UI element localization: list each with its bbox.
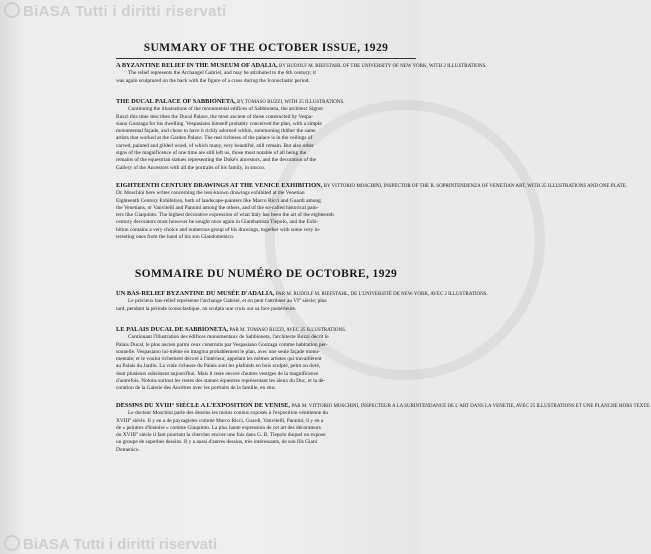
en-a2-line: Continuing the illustrations of the monumental edifices of Sabbioneta, the architect Signor xyxy=(128,106,324,113)
en-a1-line: was again sculptured on the back with the figure of a cross during the Iconoclastic period. xyxy=(116,77,310,84)
en-heading: SUMMARY OF THE OCTOBER ISSUE, 1929 xyxy=(143,42,389,54)
fr-a3-byline: PAR M. VITTORIO MOSCHINI, INSPECTEUR A LA SURINTENDANCE DE L'ART DANS LA VENETIE, AVEC 25 ILLUSTRATIONS ET UNE PLANCHE HORS TEXTE. xyxy=(291,404,651,409)
fr-a2-byline: PAR M. TOMASO BUZZI, AVEC 25 ILLUSTRATIONS. xyxy=(229,328,347,333)
watermark-text: BiASA Tutti i diritti riservati xyxy=(23,536,218,553)
fr-a1-line: tard, pendant la période iconoclastique, on sculpta une croix sur sa face postérieure. xyxy=(116,305,297,312)
fr-a3-title: DESSINS DU XVIII° SIÈCLE A L'EXPOSITION DE VENISE, xyxy=(116,402,290,409)
en-a2-line: Gallery of the Ancestors with all the portraits of his family, in stucco. xyxy=(116,164,266,171)
fr-article-3 xyxy=(116,402,651,454)
watermark-bottom xyxy=(4,535,217,553)
en-a2-line: signs of the magnificence of one time are still left us, those most notable of all being the xyxy=(116,150,307,157)
fr-a3-line: Le docteur Moschini parle des dessins les moins connus exposés à l'exposition vénitienne du xyxy=(128,410,328,417)
en-a1-title: A BYZANTINE RELIEF IN THE MUSEUM OF ADALIA, xyxy=(116,62,278,69)
copyright-icon xyxy=(4,535,20,551)
fr-a2-line: au Palais du Jardin. La vraie richesse du Palais sont les plafonds en bois sculpté, peint ou doré, xyxy=(116,363,321,370)
fr-a1-line: Le précieux bas-relief représente l'archange Gabriel, et on peut l'attribuer au VI° siècle; plus xyxy=(128,298,327,305)
en-a3-line: century decorators must however be sought once again in Giambattista Tiepolo, and the Exhi- xyxy=(116,219,319,226)
en-a2-line: artists that worked at the Garden Palace. The real richness of the palace is in the ceilings of xyxy=(116,135,313,142)
fr-a2-line: sonnelle. Vespasiano lui-même en imagina probablement le plan, avec une seule façade monu- xyxy=(116,348,320,355)
en-a3-title: EIGHTEENTH CENTURY DRAWINGS AT THE VENICE EXHIBITION, xyxy=(116,182,323,189)
en-a3-line: Eighteenth Century Exhibition, both of landscape-painters like Marco Ricci and Guardi among xyxy=(116,197,321,204)
en-a3-line: the Venetians, or Vanvitelli and Pannini among the others, and of the so-called historical pain- xyxy=(116,204,319,211)
en-a1-byline: BY RUDOLF M. RIEFSTAHL OF THE UNIVERSITY OF NEW YORK, WITH 2 ILLUSTRATIONS. xyxy=(279,64,487,69)
fr-a2-line: mentale; et le voulut richement décoré à l'intérieur, appelant les mêmes artistes qui travaillèrent xyxy=(116,356,322,363)
en-article-2 xyxy=(116,98,416,172)
fr-a2-line: coration de la Galerie des Ancêtres avec les portraits de la famille, en stuc. xyxy=(116,385,277,392)
watermark-text: BiASA Tutti i diritti riservati xyxy=(23,3,227,20)
en-a3-line: teresting ones from the hand of his son Giandomenico. xyxy=(116,234,235,241)
en-a2-byline: BY TOMASO BUZZI, WITH 25 ILLUSTRATIONS. xyxy=(237,100,345,105)
fr-a3-line: de « peintres d'histoire » comme Giaquinto. La plus haute expression de cet art des décorateurs xyxy=(116,424,321,431)
en-a2-line: carved, painted and gilded wood, of which many, very beautiful, still remain. But also other xyxy=(116,142,314,149)
fr-a2-line: dont plusieurs subsistent aujourd'hui. Mais il reste encore d'autres vestiges de la magnificence xyxy=(116,370,319,377)
fr-a3-line: du XVIII° siècle il faut pourtant la chercher encore une fois dans G. B. Tiepolo duquel on expose xyxy=(116,432,326,439)
fr-a2-line: d'autrefois. Notons surtout les restes des statues équestres représentant les aïeux du Duc, et la dé- xyxy=(116,378,326,385)
en-a3-line: bition contains a very choice and numerous group of his drawings, together with some very in- xyxy=(116,226,321,233)
copyright-icon xyxy=(4,2,20,18)
fr-a2-line: Continuant l'illustration des édifices monumentaux de Sabbioneta, l'architecte Buzzi décrit le xyxy=(128,334,329,341)
fr-article-2 xyxy=(116,326,416,393)
en-a2-title: THE DUCAL PALACE OF SABBIONETA, xyxy=(116,98,236,105)
en-a3-byline: BY VITTORIO MOSCHINI, INSPECTOR OF THE R. SOPRINTENDENZA OF VENETIAN ART, WITH 25 ILLUSTRATIONS AND ONE PLATE. xyxy=(323,184,627,189)
fr-a1-byline: PAR M. RUDOLF M. RIEFSTAHL, DE L'UNIVERSITÉ DE NEW-YORK, AVEC 2 ILLUSTRATIONS. xyxy=(275,292,488,297)
en-a2-line: Buzzi this time describes the Ducal Palace, the most ancient of those constructed by Vespa- xyxy=(116,113,314,120)
en-a2-line: remains of the equestrian statues representing the Duke's ancestors, and the decoration of the xyxy=(116,157,317,164)
fr-a3-line: XVIII° siècle. Il y en a de paysagistes comme Marco Ricci, Guardi, Vanvitelli, Pannini; il y en a xyxy=(116,417,324,424)
fr-a2-line: Palais Ducal, le plus ancien parmi ceux construits par Vespasiano Gonzaga comme habitation per- xyxy=(116,341,328,348)
en-a3-line: Dr. Moschini here writes concerning the less-known drawings exhibited at the Venetian xyxy=(116,190,305,197)
fr-a3-line: un groupe de superbes dessins. Il y a aussi d'autres dessins, très intéressants, de son fils Giani xyxy=(116,439,318,446)
fr-heading: SOMMAIRE DU NUMÉRO DE OCTOBRE, 1929 xyxy=(134,268,398,280)
en-a1-line: The relief represents the Archangel Gabriel, and may be attributed to the 6th century; it xyxy=(128,70,316,77)
fr-article-1 xyxy=(116,290,488,313)
fr-a3-line: Domenico. xyxy=(116,446,140,453)
fr-a2-title: LE PALAIS DUCAL DE SABBIONETA, xyxy=(116,326,229,333)
en-rule xyxy=(116,58,416,59)
en-a3-line: ters like Giaquinto. The highest decorative expression of what Italy has been the art of the eighteenth xyxy=(116,212,334,219)
watermark-top xyxy=(4,2,227,20)
en-a2-line: siano Gonzaga for his dwelling. Vespasiano himself probably conceived the plan, with a simple xyxy=(116,120,322,127)
en-article-3 xyxy=(116,182,627,241)
en-article-1 xyxy=(116,62,487,85)
fr-a1-title: UN BAS-RELIEF BYZANTINE DU MUSÉE D'ADALIA, xyxy=(116,290,275,297)
en-a2-line: monumental façade, and chose to have it richly adorned within, summoning thither the same xyxy=(116,128,316,135)
